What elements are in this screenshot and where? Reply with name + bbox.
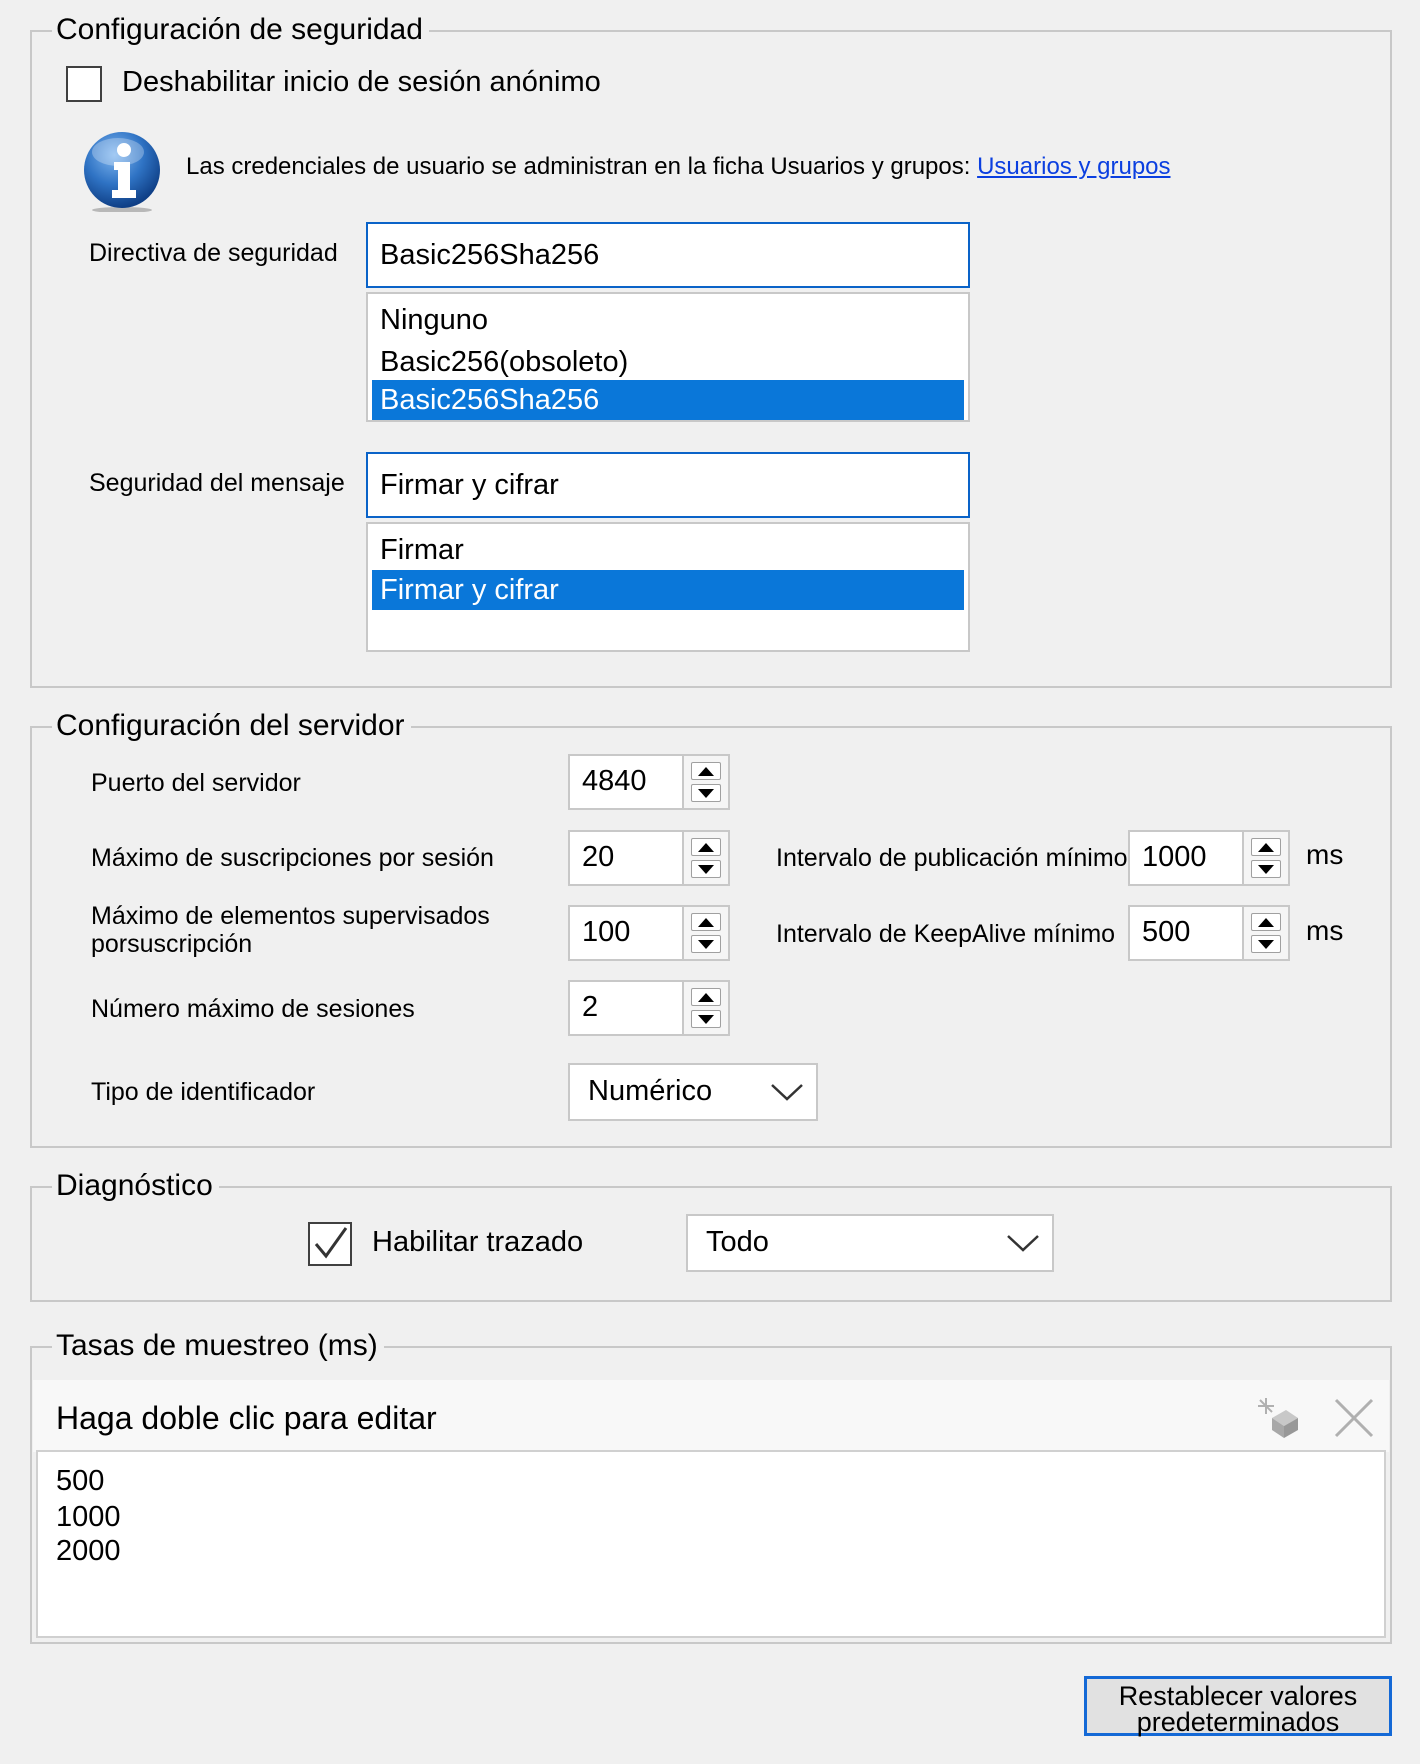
increment-button[interactable] — [691, 838, 721, 856]
sampling-rates-group-title: Tasas de muestreo (ms) — [52, 1328, 384, 1364]
security-policy-label: Directiva de seguridad — [89, 239, 338, 267]
min-publish-interval-label: Intervalo de publicación mínimo — [776, 844, 1128, 872]
disable-anonymous-checkbox[interactable] — [66, 66, 102, 102]
sampling-rate-item[interactable]: 500 — [56, 1465, 105, 1497]
sampling-rates-hint: Haga doble clic para editar — [56, 1400, 437, 1436]
decrement-button[interactable] — [691, 1010, 721, 1028]
sampling-rate-item[interactable]: 1000 — [56, 1501, 121, 1533]
security-policy-option[interactable]: Ninguno — [380, 304, 489, 336]
arrow-down-icon — [698, 940, 714, 949]
increment-button[interactable] — [691, 988, 721, 1006]
increment-button[interactable] — [1251, 913, 1281, 931]
arrow-up-icon — [698, 767, 714, 776]
message-security-combo[interactable] — [366, 452, 970, 518]
identifier-type-value: Numérico — [588, 1075, 713, 1107]
arrow-down-icon — [1258, 865, 1274, 874]
max-sessions-label: Número máximo de sesiones — [91, 995, 415, 1023]
arrow-down-icon — [698, 789, 714, 798]
arrow-up-icon — [1258, 843, 1274, 852]
server-port-label: Puerto del servidor — [91, 769, 301, 797]
server-port-spinner[interactable] — [568, 754, 730, 810]
increment-button[interactable] — [691, 762, 721, 780]
enable-trace-checkbox[interactable] — [308, 1222, 352, 1266]
decrement-button[interactable] — [691, 935, 721, 953]
reset-defaults-label: Restablecer valores predeterminados — [1118, 1681, 1358, 1737]
sampling-rate-item[interactable]: 2000 — [56, 1535, 121, 1567]
min-publish-interval-spinner[interactable] — [1128, 830, 1290, 886]
min-publish-interval-value: 1000 — [1142, 841, 1207, 873]
message-security-list[interactable] — [366, 522, 970, 652]
max-monitored-items-value: 100 — [582, 916, 631, 948]
chevron-down-icon — [1006, 1233, 1040, 1253]
decrement-button[interactable] — [1251, 935, 1281, 953]
decrement-button[interactable] — [691, 860, 721, 878]
max-sessions-value: 2 — [582, 991, 599, 1023]
security-group-title: Configuración de seguridad — [52, 12, 429, 48]
increment-button[interactable] — [691, 913, 721, 931]
message-security-option[interactable]: Firmar — [380, 534, 464, 566]
max-subscriptions-label: Máximo de suscripciones por sesión — [91, 844, 494, 872]
message-security-label: Seguridad del mensaje — [89, 469, 345, 497]
add-rate-icon[interactable] — [1258, 1392, 1302, 1440]
disable-anonymous-label: Deshabilitar inicio de sesión anónimo — [122, 66, 601, 98]
info-message — [186, 152, 1171, 182]
users-groups-link[interactable]: Usuarios y grupos — [977, 153, 1171, 180]
max-monitored-items-label: Máximo de elementos supervisados porsuscripción — [91, 902, 490, 958]
arrow-up-icon — [1258, 918, 1274, 927]
security-policy-option-selected[interactable]: Basic256Sha256 — [372, 380, 964, 420]
info-text: Las credenciales de usuario se administran en la ficha Usuarios y grupos: — [186, 153, 971, 180]
server-group-title: Configuración del servidor — [52, 708, 411, 744]
arrow-down-icon — [698, 1015, 714, 1024]
reset-defaults-button[interactable] — [1084, 1676, 1392, 1736]
decrement-button[interactable] — [691, 784, 721, 802]
identifier-type-dropdown[interactable] — [568, 1063, 818, 1121]
arrow-up-icon — [698, 843, 714, 852]
min-keepalive-interval-spinner[interactable] — [1128, 905, 1290, 961]
min-publish-interval-unit: ms — [1306, 839, 1344, 870]
enable-trace-label: Habilitar trazado — [372, 1226, 584, 1258]
max-subscriptions-spinner[interactable] — [568, 830, 730, 886]
sampling-rates-list[interactable] — [36, 1450, 1386, 1638]
max-subscriptions-value: 20 — [582, 841, 615, 873]
security-policy-value: Basic256Sha256 — [380, 239, 600, 271]
min-keepalive-interval-unit: ms — [1306, 915, 1344, 946]
delete-rate-icon[interactable] — [1332, 1396, 1376, 1440]
security-policy-combo[interactable] — [366, 222, 970, 288]
identifier-type-label: Tipo de identificador — [91, 1078, 316, 1106]
trace-level-value: Todo — [706, 1226, 769, 1258]
checkmark-icon — [310, 1224, 350, 1264]
server-port-value: 4840 — [582, 765, 647, 797]
message-security-option-selected[interactable]: Firmar y cifrar — [372, 570, 964, 610]
trace-level-dropdown[interactable] — [686, 1214, 1054, 1272]
min-keepalive-interval-value: 500 — [1142, 916, 1191, 948]
increment-button[interactable] — [1251, 838, 1281, 856]
max-sessions-spinner[interactable] — [568, 980, 730, 1036]
diagnostics-group-title: Diagnóstico — [52, 1168, 219, 1204]
arrow-down-icon — [1258, 940, 1274, 949]
info-icon — [82, 130, 162, 212]
security-policy-list[interactable] — [366, 292, 970, 422]
decrement-button[interactable] — [1251, 860, 1281, 878]
max-monitored-items-spinner[interactable] — [568, 905, 730, 961]
arrow-down-icon — [698, 865, 714, 874]
min-keepalive-interval-label: Intervalo de KeepAlive mínimo — [776, 920, 1116, 948]
message-security-value: Firmar y cifrar — [380, 469, 559, 501]
arrow-up-icon — [698, 918, 714, 927]
chevron-down-icon — [770, 1082, 804, 1102]
security-policy-option[interactable]: Basic256(obsoleto) — [380, 346, 629, 378]
arrow-up-icon — [698, 993, 714, 1002]
